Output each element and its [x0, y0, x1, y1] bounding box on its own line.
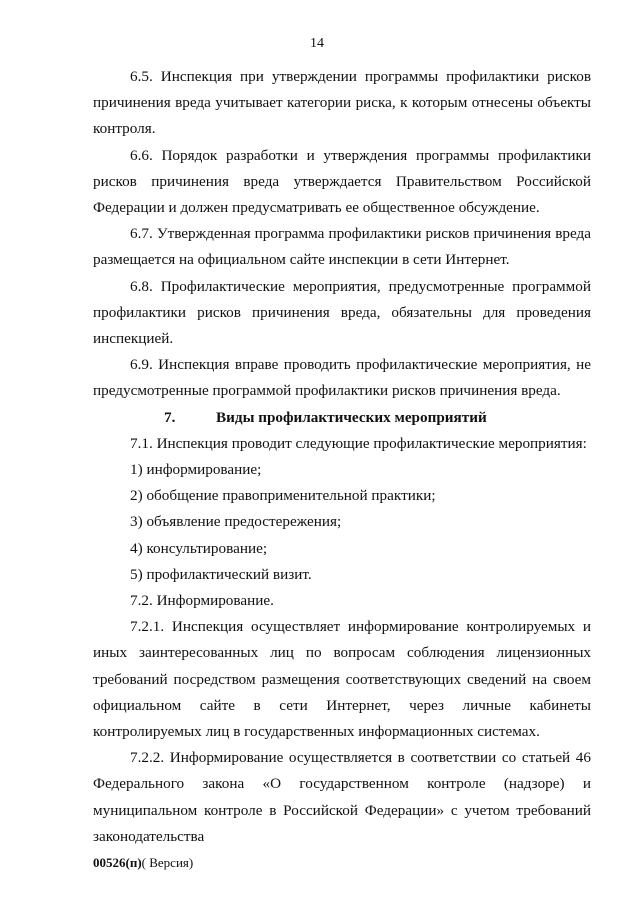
paragraph-7-2-2: 7.2.2. Информирование осуществляется в соответствии со статьей 46 Федерального закона «О государственном контроле (надзоре) и муниципальном контроле в Российской Федерации» с учетом требований законодательства: [93, 749, 591, 845]
paragraph-7-2: 7.2. Информирование.: [130, 592, 274, 610]
page-number: 14: [310, 36, 324, 51]
section-7-heading: [93, 405, 591, 431]
paragraph-6-7: 6.7. Утвержденная программа профилактики рисков причинения вреда размещается на официальном сайте инспекции в сети Интернет.: [93, 225, 591, 269]
section-7-number: 7.: [164, 408, 176, 426]
paragraph-6-9: 6.9. Инспекция вправе проводить профилактические мероприятия, не предусмотренные программой профилактики рисков причинения вреда.: [93, 356, 591, 400]
list-item: 4) консультирование;: [130, 539, 268, 557]
paragraph-6-8: 6.8. Профилактические мероприятия, предусмотренные программой профилактики рисков причинения вреда, обязательны для проведения инспекцией.: [93, 277, 591, 348]
document-code: 00526(п): [93, 855, 142, 870]
paragraph-6-6: 6.6. Порядок разработки и утверждения программы профилактики рисков причинения вреда утверждается Правительством Российской Федерации и должен предусматривать ее общественное обсуждение.: [93, 146, 591, 217]
document-footer: [93, 855, 193, 871]
paragraph-7-1: 7.1. Инспекция проводит следующие профилактические мероприятия:: [130, 434, 587, 452]
list-item: 3) объявление предостережения;: [130, 513, 342, 531]
document-body: [93, 64, 591, 850]
document-version: ( Версия): [141, 855, 194, 870]
section-7-title: Виды профилактических мероприятий: [216, 408, 487, 426]
paragraph-6-5: 6.5. Инспекция при утверждении программы профилактики рисков причинения вреда учитывает категории риска, к которым отнесены объекты контроля.: [93, 68, 591, 138]
list-item: 2) обобщение правоприменительной практики;: [130, 487, 436, 505]
paragraph-7-2-1: 7.2.1. Инспекция осуществляет информирование контролируемых и иных заинтересованных лиц по вопросам соблюдения лицензионных требований посредством размещения соответствующих сведений на своем официальном сайте в сети Интернет, через личные кабинеты контролируемых лиц в государственных информационных системах.: [93, 618, 591, 741]
list-item: 1) информирование;: [130, 461, 262, 479]
list-item: 5) профилактический визит.: [130, 565, 312, 583]
